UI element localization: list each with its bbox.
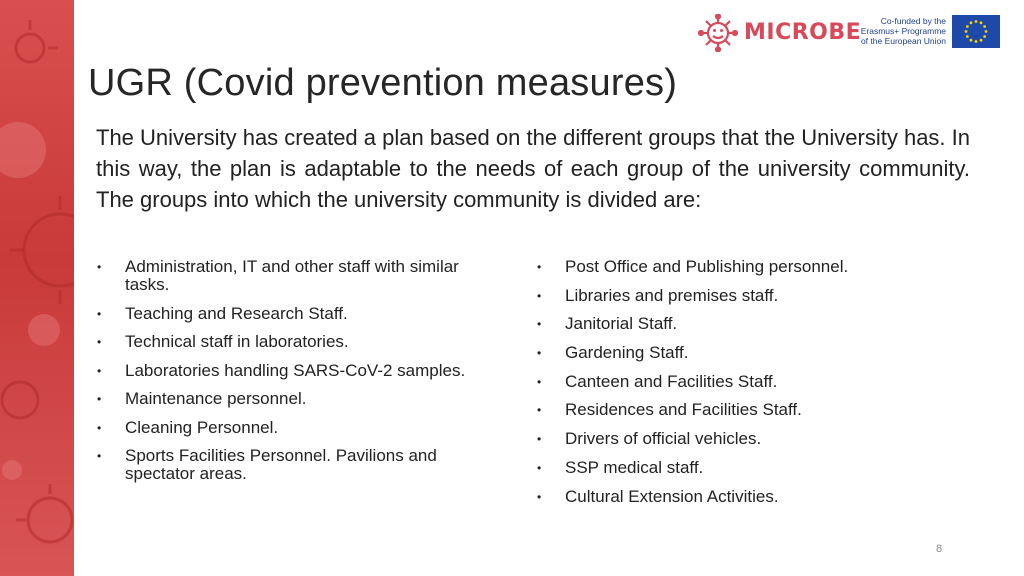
slide-title: UGR (Covid prevention measures) [88,62,678,104]
list-item-text: Maintenance personnel. [125,389,307,408]
list-item [537,401,937,419]
list-item [97,305,477,323]
cofunded-line-3: of the European Union [860,36,946,46]
list-item [97,390,477,408]
list-item-text: Administration, IT and other staff with similar tasks. [125,257,459,294]
bullet-icon: • [537,460,542,475]
list-item-text: Teaching and Research Staff. [125,303,348,323]
eu-flag-icon [952,15,1000,48]
bullet-icon: • [537,346,542,361]
groups-list-right [537,258,937,516]
list-item [537,373,937,391]
intro-paragraph: The University has created a plan based on the different groups that the University has. In this way, the plan is adaptable to the needs of each group of the university community. The groups into which the university community is divided are: [96,125,970,212]
bullet-icon: • [97,260,102,274]
list-item-text: SSP medical staff. [565,457,704,477]
list-item [537,488,937,506]
bullet-icon: • [97,306,102,321]
list-item [97,447,477,483]
microbe-logo-icon [698,14,738,52]
list-item-text: Sports Facilities Personnel. Pavilions and spectator areas. [125,446,437,483]
list-item [537,459,937,477]
list-item [97,362,477,380]
list-item-text: Canteen and Facilities Staff. [565,371,778,391]
list-item [97,419,477,437]
list-item [97,258,477,294]
list-item [537,315,937,333]
header-logos [698,12,1008,54]
list-item [97,333,477,351]
page-number: 8 [936,543,943,555]
bullet-icon: • [97,420,102,435]
list-item [537,287,937,305]
cofunded-line-1: Co-funded by the [880,16,946,26]
list-item-text: Cleaning Personnel. [125,417,279,437]
virus-pattern-icon [0,0,74,576]
list-item [537,344,937,362]
bullet-icon: • [537,260,542,274]
list-item-text: Gardening Staff. [565,343,689,363]
list-item-text: Drivers of official vehicles. [565,429,762,449]
microbe-logo-text: MICROBE [744,20,862,45]
bullet-icon: • [537,317,542,332]
list-item-text: Post Office and Publishing personnel. [565,257,849,276]
list-item-text: Libraries and premises staff. [565,285,779,305]
groups-list-left [97,258,477,494]
bullet-icon: • [537,288,542,303]
decorative-virus-band [0,0,74,576]
bullet-icon: • [537,403,542,418]
cofunded-line-2: Erasmus+ Programme [860,26,946,36]
list-item-text: Residences and Facilities Staff. [565,400,802,420]
list-item-text: Technical staff in laboratories. [125,332,349,351]
list-item [537,430,937,448]
list-item-text: Cultural Extension Activities. [565,486,779,506]
bullet-icon: • [537,374,542,389]
bullet-icon: • [537,489,542,504]
list-item-text: Janitorial Staff. [565,314,678,334]
bullet-icon: • [97,335,102,349]
bullet-icon: • [97,363,102,378]
bullet-icon: • [537,432,542,447]
bullet-icon: • [97,449,102,463]
list-item [537,258,937,276]
erasmus-cofunding-text [850,16,946,46]
list-item-text: Laboratories handling SARS-CoV-2 samples. [125,360,466,380]
bullet-icon: • [97,392,102,406]
